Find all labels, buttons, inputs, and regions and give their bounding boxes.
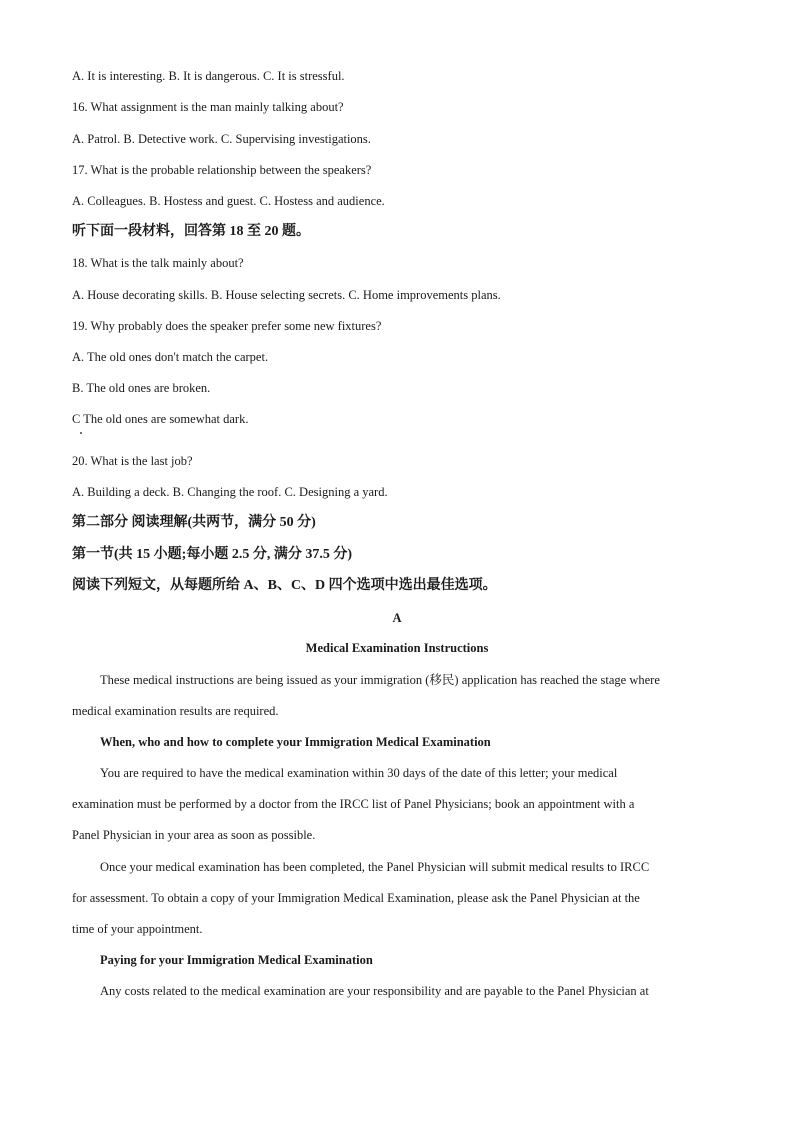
paragraph-1-line-1: These medical instructions are being issued as your immigration (移民) application has reached the stage where xyxy=(100,673,660,687)
paragraph-2-line-3: Panel Physician in your area as soon as possible. xyxy=(72,828,316,842)
subheading-paying: Paying for your Immigration Medical Examination xyxy=(100,953,373,967)
q16-options: A. Patrol. B. Detective work. C. Supervising investigations. xyxy=(72,132,371,146)
q17-question: 17. What is the probable relationship between the speakers? xyxy=(72,163,372,177)
paragraph-3-line-2: for assessment. To obtain a copy of your Immigration Medical Examination, please ask the Panel Physician at the xyxy=(72,891,640,905)
q15-options: A. It is interesting. B. It is dangerous. C. It is stressful. xyxy=(72,69,345,83)
q16-question: 16. What assignment is the man mainly talking about? xyxy=(72,100,344,114)
reading-instruction: 阅读下列短文，从每题所给 A、B、C、D 四个选项中选出最佳选项。 xyxy=(72,578,497,593)
paragraph-4-line-1: Any costs related to the medical examination are your responsibility and are payable to the Panel Physician at xyxy=(100,984,649,998)
q19-option-c: C The old ones are somewhat dark. xyxy=(72,412,249,426)
paragraph-2-line-1: You are required to have the medical examination within 30 days of the date of this letter; your medical xyxy=(100,766,618,780)
section-one-heading: 第一节(共 15 小题;每小题 2.5 分, 满分 37.5 分) xyxy=(72,547,352,562)
paragraph-1-line-2: medical examination results are required. xyxy=(72,704,279,718)
subheading-when-who-how: When, who and how to complete your Immigration Medical Examination xyxy=(100,735,491,749)
q19-option-a: A. The old ones don't match the carpet. xyxy=(72,350,269,364)
section-instruction-18-20: 听下面一段材料，回答第 18 至 20 题。 xyxy=(72,224,310,239)
q17-options: A. Colleagues. B. Hostess and guest. C. Hostess and audience. xyxy=(72,194,385,208)
q18-options: A. House decorating skills. B. House selecting secrets. C. Home improvements plans. xyxy=(72,288,501,302)
stray-mark xyxy=(80,432,82,434)
passage-label: A xyxy=(392,611,402,625)
paragraph-2-line-2: examination must be performed by a doctor from the IRCC list of Panel Physicians; book an appointment with a xyxy=(72,797,635,811)
q20-question: 20. What is the last job? xyxy=(72,454,193,468)
q18-question: 18. What is the talk mainly about? xyxy=(72,256,244,270)
q19-option-b: B. The old ones are broken. xyxy=(72,381,211,395)
paragraph-3-line-3: time of your appointment. xyxy=(72,922,203,936)
q19-question: 19. Why probably does the speaker prefer some new fixtures? xyxy=(72,319,382,333)
passage-title: Medical Examination Instructions xyxy=(305,641,489,655)
paragraph-3-line-1: Once your medical examination has been completed, the Panel Physician will submit medical results to IRCC xyxy=(100,860,650,874)
q20-options: A. Building a deck. B. Changing the roof. C. Designing a yard. xyxy=(72,485,388,499)
part-two-heading: 第二部分 阅读理解(共两节，满分 50 分) xyxy=(72,515,316,530)
